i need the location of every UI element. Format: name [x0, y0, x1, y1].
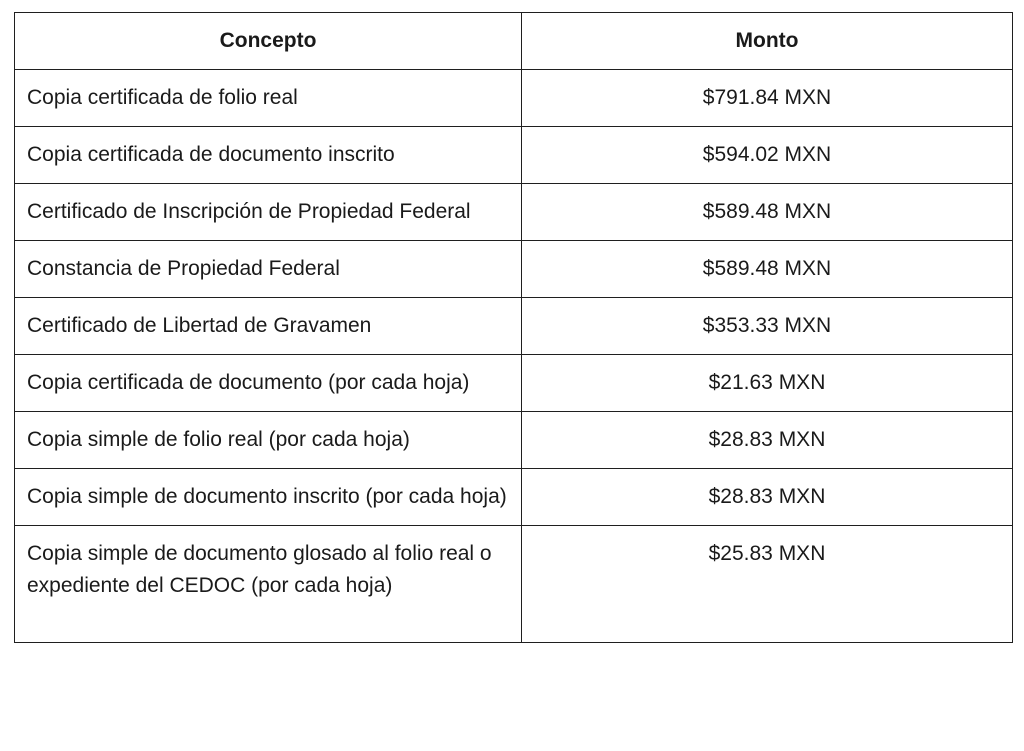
header-concept: Concepto: [15, 13, 522, 70]
table-row: [15, 241, 1013, 298]
table-row: [15, 127, 1013, 184]
table-row: [15, 355, 1013, 412]
row-concept: Copia simple de folio real (por cada hoja): [15, 412, 522, 469]
table-row: [15, 469, 1013, 526]
row-amount: $791.84 MXN: [522, 70, 1013, 127]
row-concept: Copia simple de documento inscrito (por cada hoja): [15, 469, 522, 526]
row-amount: $28.83 MXN: [522, 412, 1013, 469]
table-row: [15, 412, 1013, 469]
row-amount: $594.02 MXN: [522, 127, 1013, 184]
row-amount: $589.48 MXN: [522, 184, 1013, 241]
row-concept: Copia certificada de documento (por cada hoja): [15, 355, 522, 412]
table-row: [15, 526, 1013, 643]
row-concept: Certificado de Inscripción de Propiedad Federal: [15, 184, 522, 241]
row-concept: Copia certificada de folio real: [15, 70, 522, 127]
row-amount: $25.83 MXN: [522, 526, 1013, 643]
table-row: [15, 184, 1013, 241]
table-row: [15, 70, 1013, 127]
row-amount: $21.63 MXN: [522, 355, 1013, 412]
fees-table: [14, 12, 1013, 643]
row-concept: Certificado de Libertad de Gravamen: [15, 298, 522, 355]
row-concept: Copia simple de documento glosado al folio real o expediente del CEDOC (por cada hoja): [15, 526, 522, 643]
row-concept: Constancia de Propiedad Federal: [15, 241, 522, 298]
header-amount: Monto: [522, 13, 1013, 70]
row-amount: $589.48 MXN: [522, 241, 1013, 298]
row-amount: $353.33 MXN: [522, 298, 1013, 355]
table-row: [15, 298, 1013, 355]
table-header-row: [15, 13, 1013, 70]
row-concept: Copia certificada de documento inscrito: [15, 127, 522, 184]
row-amount: $28.83 MXN: [522, 469, 1013, 526]
